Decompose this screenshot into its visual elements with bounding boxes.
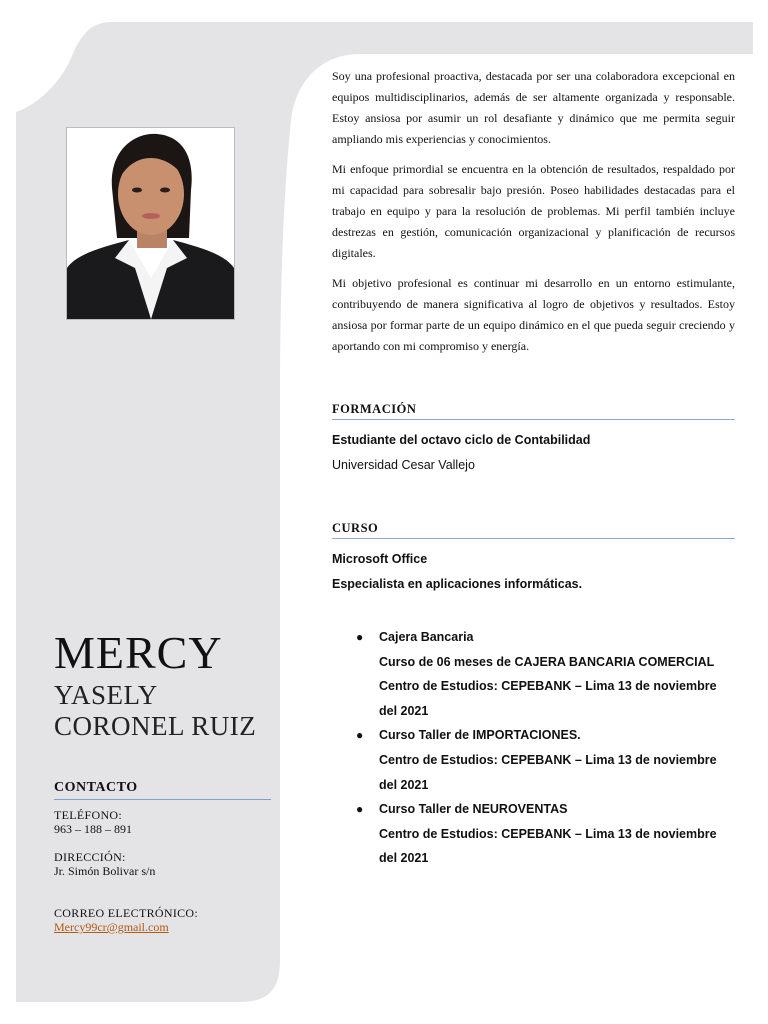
contact-phone (54, 808, 132, 836)
name-middle: YASELY (54, 680, 158, 710)
name-rest (54, 680, 256, 742)
email-label: CORREO ELECTRÓNICO: (54, 906, 199, 920)
bullet-icon: ● (356, 630, 364, 644)
list-item (356, 625, 736, 723)
profile-paragraph-1: Soy una profesional proactiva, destacada por ser una colaboradora excepcional en equipos multidisciplinarios, además de ser altamente organizada y responsable. Estoy ansiosa por asumir un rol desafiante y dinámico que me permita seguir ampliando mis experiencias y conocimientos. (332, 69, 735, 146)
profile-photo (66, 127, 235, 320)
name-first: MERCY (54, 627, 223, 678)
list-item (356, 797, 736, 871)
contact-heading: CONTACTO (54, 780, 271, 800)
bullet-icon: ● (356, 728, 364, 743)
education-heading: FORMACIÓN (332, 402, 735, 420)
course-bullet-list (356, 625, 736, 871)
bullet-line: Curso de 06 meses de CAJERA BANCARIA COMERCIAL (379, 654, 715, 669)
list-item (356, 723, 736, 797)
course-line-1: Microsoft Office (332, 552, 428, 566)
address-value: Jr. Simón Bolivar s/n (54, 864, 156, 878)
email-link[interactable]: Mercy99cr@gmail.com (54, 920, 169, 934)
name-last: CORONEL RUIZ (54, 711, 257, 741)
education-line-1: Estudiante del octavo ciclo de Contabilidad (332, 433, 591, 447)
education-line-2: Universidad Cesar Vallejo (332, 458, 475, 472)
course-line-2: Especialista en aplicaciones informáticas. (332, 577, 583, 591)
bullet-title: Curso Taller de IMPORTACIONES. (379, 728, 581, 743)
profile-paragraph-2: Mi enfoque primordial se encuentra en la obtención de resultados, respaldado por mi capacidad para sobresalir bajo presión. Poseo habilidades destacadas para el trabajo en equipo y para la resolución de problemas. Mi perfil también incluye destrezas en gestión, comunicación organizacional y planificación de recursos digitales. (332, 162, 735, 260)
address-label: DIRECCIÓN: (54, 850, 126, 864)
bullet-line: Centro de Estudios: CEPEBANK – Lima 13 de noviembre del 2021 (379, 826, 717, 866)
profile-summary (332, 66, 735, 366)
bullet-title: Curso Taller de NEUROVENTAS (379, 802, 568, 817)
bullet-title: Cajera Bancaria (379, 630, 474, 644)
bullet-icon: ● (356, 802, 364, 817)
phone-value: 963 – 188 – 891 (54, 822, 132, 836)
course-heading: CURSO (332, 521, 735, 539)
bullet-line: Centro de Estudios: CEPEBANK – Lima 13 de noviembre del 2021 (379, 752, 717, 792)
bullet-line: Centro de Estudios: CEPEBANK – Lima 13 de noviembre del 2021 (379, 679, 717, 718)
contact-address (54, 850, 155, 878)
contact-email (54, 906, 198, 934)
phone-label: TELÉFONO: (54, 808, 123, 822)
profile-paragraph-3: Mi objetivo profesional es continuar mi desarrollo en un entorno estimulante, contribuyendo de manera significativa al logro de objetivos y resultados. Estoy ansiosa por formar parte de un equipo dinámico en el que pueda seguir creciendo y aportando con mi compromiso y energía. (332, 276, 735, 353)
